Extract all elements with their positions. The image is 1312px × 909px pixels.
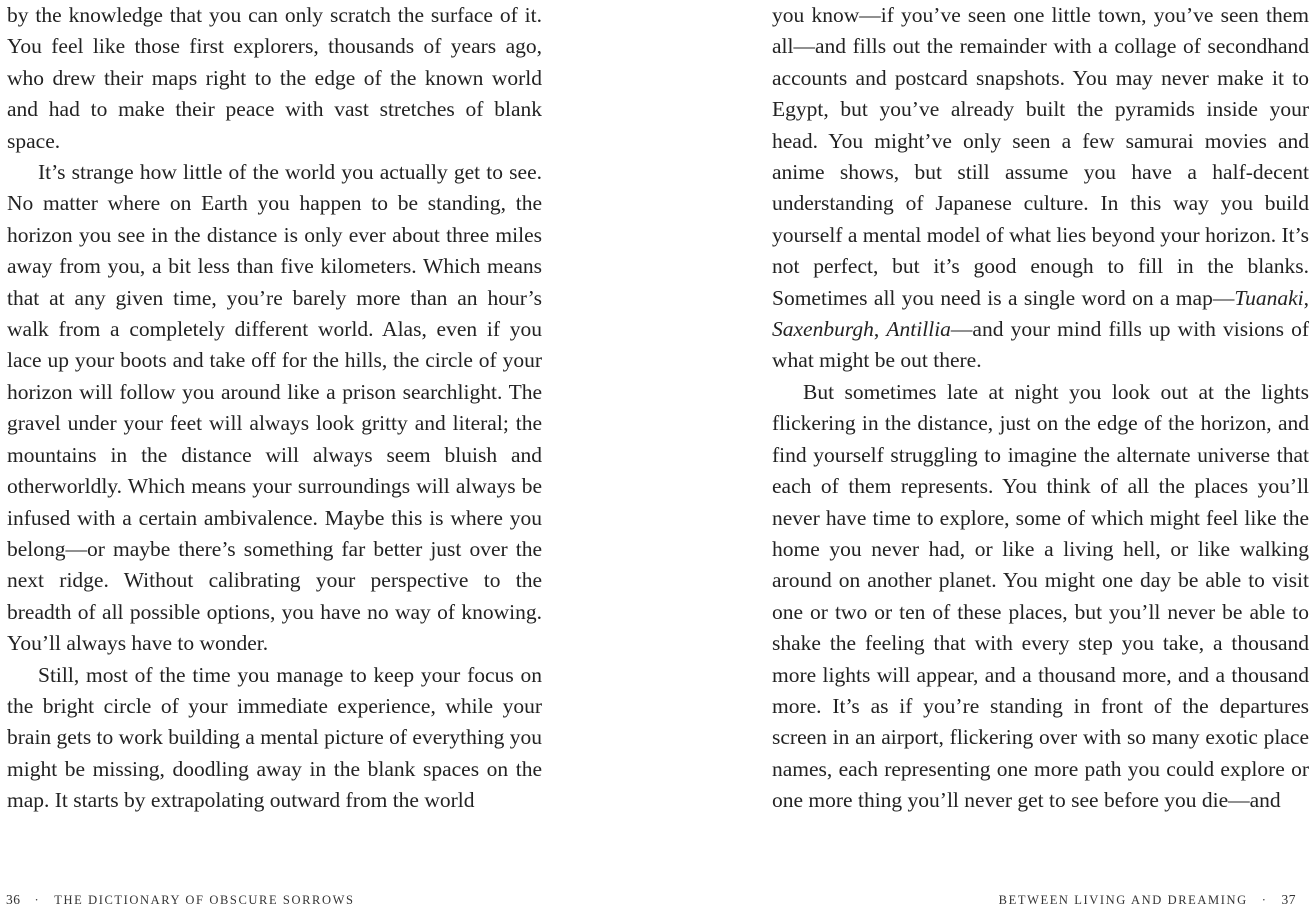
comma-1: , — [1303, 285, 1309, 310]
left-page-footer — [6, 892, 355, 908]
right-paragraph-1-text: you know—if you’ve seen one little town, you’ve seen them all—and fills out the remainder with a collage of secondhand accounts and postcard snapshots. You may never make it to Egypt, but you’ve already built the pyramids inside your head. You might’ve only seen a few samurai movies and anime shows, but still assume you have a half-decent understanding of Japanese culture. In this way you build yourself a mental model of what lies beyond your horizon. It’s not perfect, but it’s good enough to fill in the blanks. Sometimes all you need is a single word on a map— — [772, 3, 1309, 310]
right-page-body — [772, 0, 1309, 817]
right-paragraph-1 — [772, 0, 1309, 377]
left-paragraph-3: Still, most of the time you manage to keep your focus on the bright circle of your immediate experience, while your brain gets to work building a mental picture of everything you might be missing, doodling away in the blank spaces on the map. It starts by extrapolating outward from the world — [7, 662, 542, 813]
left-paragraph-2: It’s strange how little of the world you actually get to see. No matter where on Earth you happen to be standing, the horizon you see in the distance is only ever about three miles away from you, a bit less than five kilometers. Which means that at any given time, you’re barely more than an hour’s walk from a completely different world. Alas, even if you lace up your boots and take off for the hills, the circle of your horizon will follow you around like a prison searchlight. The gravel under your feet will always look gritty and literal; the mountains in the distance will always seem bluish and otherworldly. Which means your surroundings will always be infused with a certain ambivalence. Maybe this is where you belong—or maybe there’s something far better just over the next ridge. Without calibrating your perspective to the breadth of all possible options, you have no way of knowing. You’ll always have to wonder. — [7, 160, 542, 656]
left-footer-separator: · — [34, 893, 41, 907]
comma-2: , — [873, 317, 887, 342]
left-running-head: THE DICTIONARY OF OBSCURE SORROWS — [54, 893, 355, 907]
place-name-saxenburgh: Saxenburgh — [772, 317, 874, 342]
left-paragraph-1: by the knowledge that you can only scratch the surface of it. You feel like those first explorers, thousands of years ago, who drew their maps right to the edge of the known world and had to make their peace with vast stretches of blank space. — [7, 3, 542, 153]
left-page-body — [7, 0, 542, 817]
right-paragraph-2: But sometimes late at night you look out at the lights flickering in the distance, just on the edge of the horizon, and find yourself struggling to imagine the alternate universe that each of them represents. You think of all the places you’ll never have time to explore, some of which might feel like the home you never had, or like a living hell, or like walking around on another planet. You might one day be able to visit one or two or ten of these places, but you’ll never be able to shake the feeling that with every step you take, a thousand more lights will appear, and a thousand more, and a thousand more. It’s as if you’re standing in front of the departures screen in an airport, flickering over with so many exotic place names, each representing one more path you could explore or one more thing you’ll never get to see before you die—and — [772, 379, 1309, 813]
right-page-number: 37 — [1281, 892, 1296, 907]
place-name-antillia: Antillia — [886, 317, 951, 342]
right-footer-separator: · — [1261, 893, 1268, 907]
place-name-tuanaki: Tuanaki — [1234, 285, 1304, 310]
right-page-footer — [999, 892, 1296, 908]
left-page — [0, 0, 560, 909]
right-running-head: BETWEEN LIVING AND DREAMING — [998, 893, 1248, 907]
right-page — [760, 0, 1312, 909]
right-paragraph-1-ending: —and your mind fills up with visions of what might be out there. — [772, 317, 1309, 373]
left-page-number: 36 — [6, 892, 21, 907]
